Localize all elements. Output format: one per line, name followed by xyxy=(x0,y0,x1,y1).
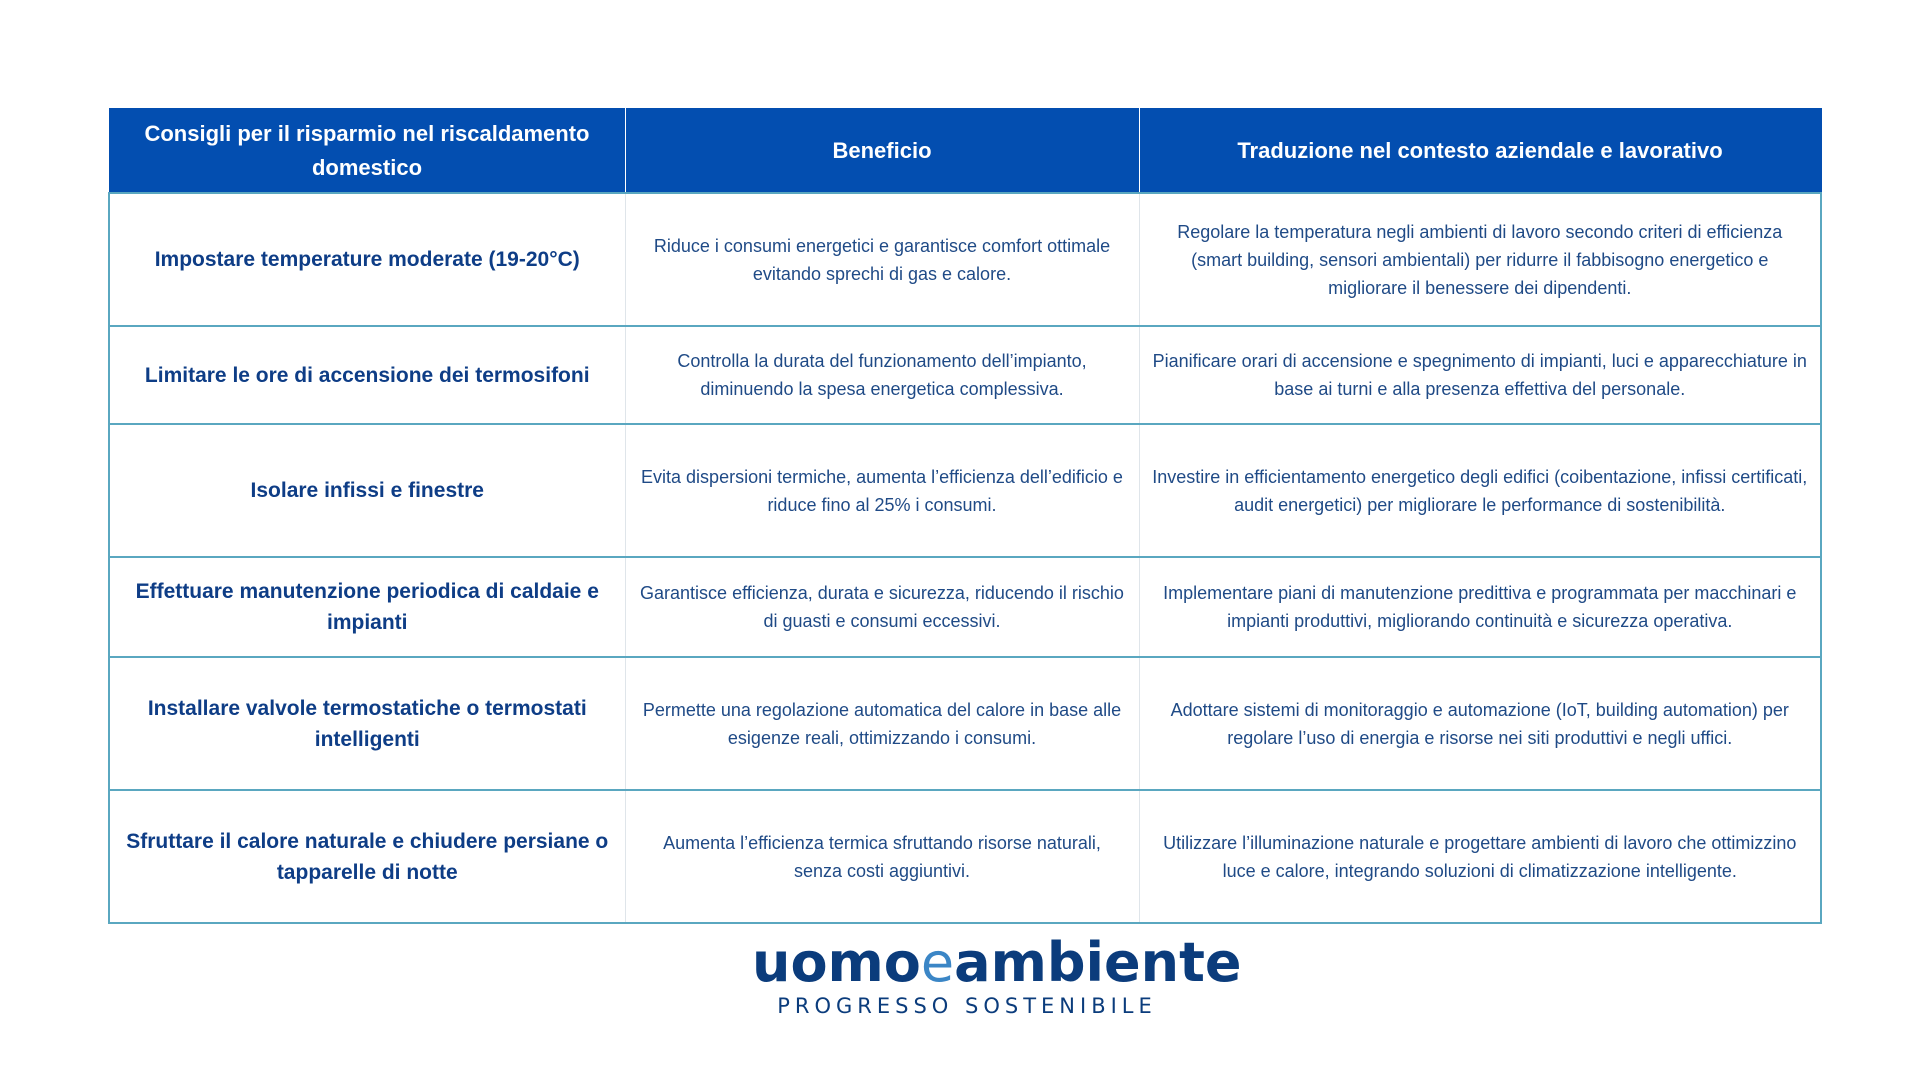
tip-cell: Sfruttare il calore naturale e chiudere persiane o tapparelle di notte xyxy=(109,790,625,923)
table-row xyxy=(109,790,1821,923)
tip-cell: Limitare le ore di accensione dei termosifoni xyxy=(109,326,625,424)
table-row xyxy=(109,326,1821,424)
benefit-cell: Controlla la durata del funzionamento dell’impianto, diminuendo la spesa energetica complessiva. xyxy=(625,326,1139,424)
business-cell: Investire in efficientamento energetico degli edifici (coibentazione, infissi certificati, audit energetici) per migliorare le performance di sostenibilità. xyxy=(1139,424,1821,557)
table-row xyxy=(109,657,1821,790)
benefit-cell: Aumenta l’efficienza termica sfruttando risorse naturali, senza costi aggiuntivi. xyxy=(625,790,1139,923)
table-row xyxy=(109,557,1821,657)
tip-cell: Impostare temperature moderate (19-20°C) xyxy=(109,193,625,326)
header-business: Traduzione nel contesto aziendale e lavorativo xyxy=(1139,109,1821,194)
brand-logo xyxy=(752,931,1242,1019)
logo-word-ambiente: ambiente xyxy=(954,931,1242,994)
header-tips: Consigli per il risparmio nel riscaldamento domestico xyxy=(109,109,625,194)
business-cell: Regolare la temperatura negli ambienti di lavoro secondo criteri di efficienza (smart building, sensori ambientali) per ridurre il fabbisogno energetico e migliorare il benessere dei dipendenti. xyxy=(1139,193,1821,326)
business-cell: Adottare sistemi di monitoraggio e automazione (IoT, building automation) per regolare l’uso di energia e risorse nei siti produttivi e negli uffici. xyxy=(1139,657,1821,790)
logo-wordmark xyxy=(752,931,1242,994)
benefit-cell: Garantisce efficienza, durata e sicurezza, riducendo il rischio di guasti e consumi eccessivi. xyxy=(625,557,1139,657)
business-cell: Utilizzare l’illuminazione naturale e progettare ambienti di lavoro che ottimizzino luce e calore, integrando soluzioni di climatizzazione intelligente. xyxy=(1139,790,1821,923)
benefit-cell: Permette una regolazione automatica del calore in base alle esigenze reali, ottimizzando i consumi. xyxy=(625,657,1139,790)
logo-word-uomo: uomo xyxy=(752,931,921,994)
business-cell: Implementare piani di manutenzione predittiva e programmata per macchinari e impianti produttivi, migliorando continuità e sicurezza operativa. xyxy=(1139,557,1821,657)
table-header-row xyxy=(109,109,1821,194)
tips-table xyxy=(108,108,1822,924)
table-row xyxy=(109,424,1821,557)
tip-cell: Isolare infissi e finestre xyxy=(109,424,625,557)
tip-cell: Effettuare manutenzione periodica di caldaie e impianti xyxy=(109,557,625,657)
benefit-cell: Evita dispersioni termiche, aumenta l’efficienza dell’edificio e riduce fino al 25% i consumi. xyxy=(625,424,1139,557)
logo-tagline: PROGRESSO SOSTENIBILE xyxy=(777,994,1157,1018)
tip-cell: Installare valvole termostatiche o termostati intelligenti xyxy=(109,657,625,790)
benefit-cell: Riduce i consumi energetici e garantisce comfort ottimale evitando sprechi di gas e calore. xyxy=(625,193,1139,326)
business-cell: Pianificare orari di accensione e spegnimento di impianti, luci e apparecchiature in base ai turni e alla presenza effettiva del personale. xyxy=(1139,326,1821,424)
table-row xyxy=(109,193,1821,326)
logo-word-e: e xyxy=(920,931,955,994)
header-benefit: Beneficio xyxy=(625,109,1139,194)
